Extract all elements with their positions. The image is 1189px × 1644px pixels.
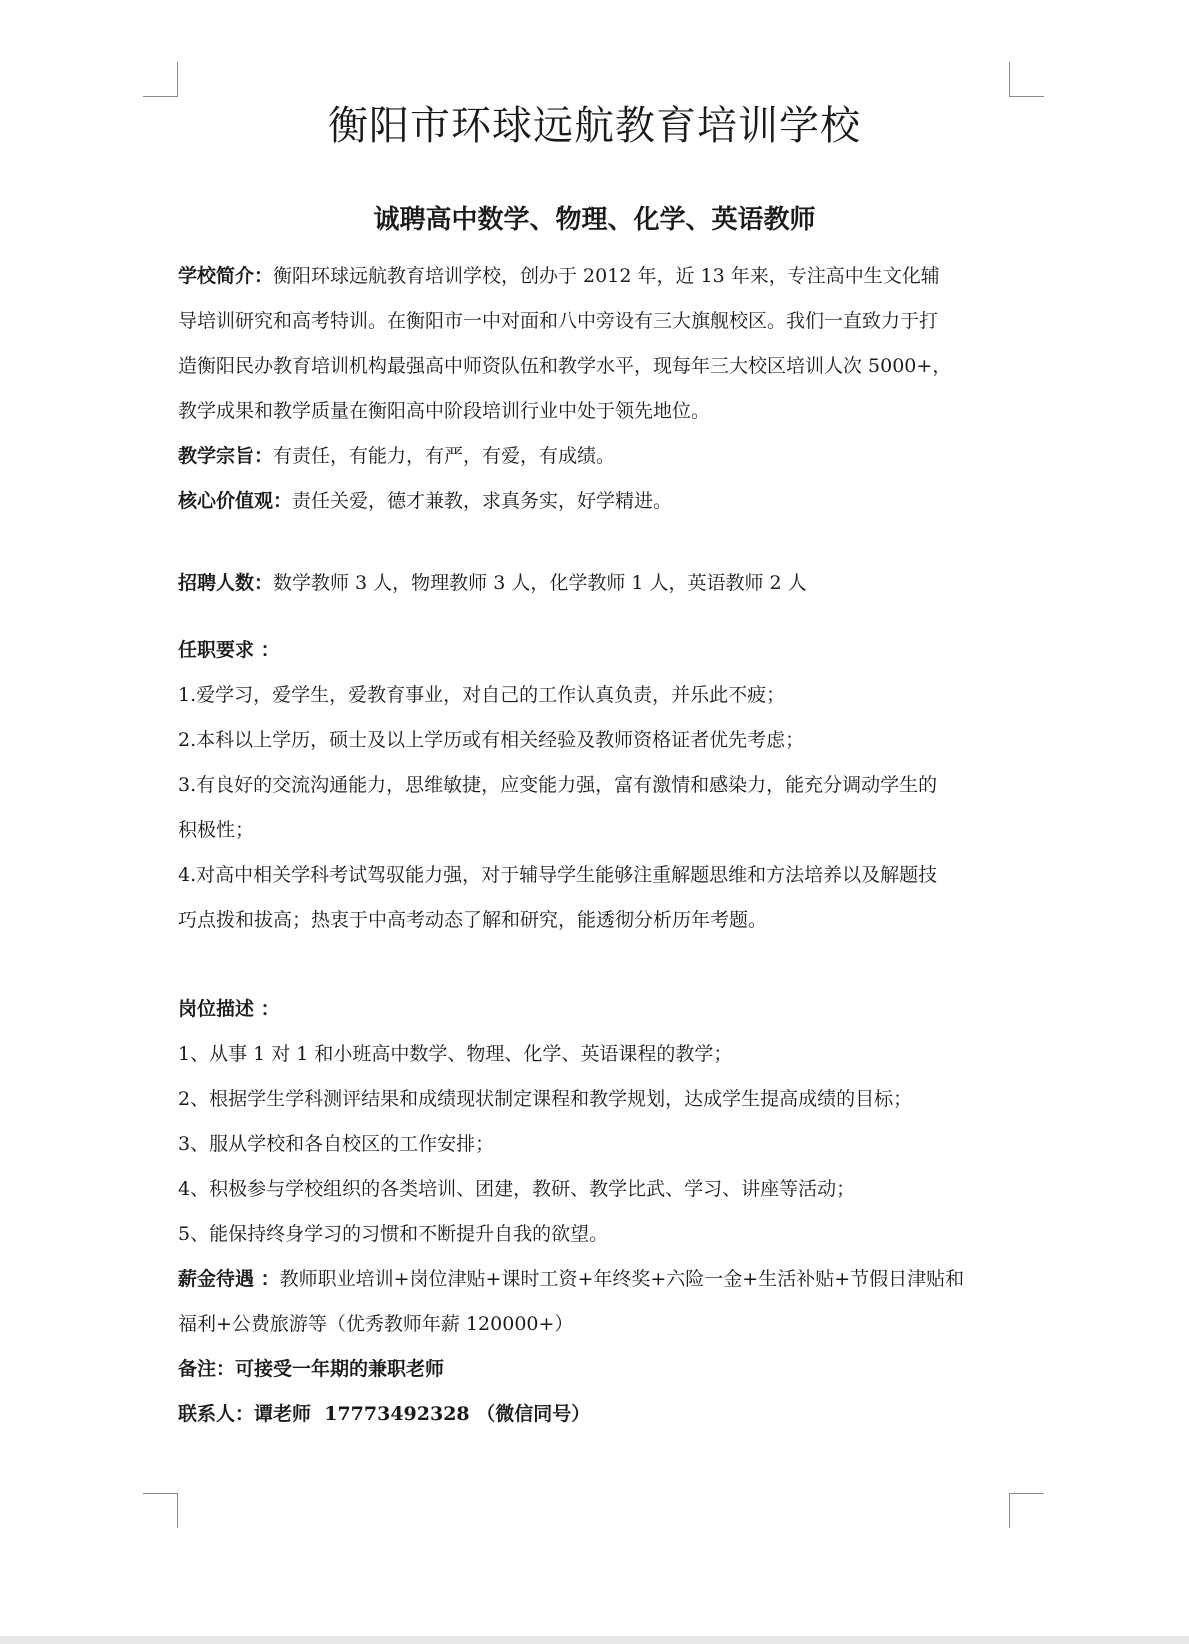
requirement-item-2: 2.本科以上学历，硕士及以上学历或有相关经验及教师资格证者优先考虑； [178,729,805,751]
motto-text: 有责任，有能力，有严，有爱，有成绩。 [273,445,616,467]
requirement-item-1: 1.爱学习，爱学生，爱教育事业，对自己的工作认真负责，并乐此不疲； [178,684,786,706]
requirement-item-4: 4.对高中相关学科考试驾驭能力强，对于辅导学生能够注重解题思维和方法培养以及解题技 [178,864,938,886]
contact-line: 联系人：谭老师 17773492328 （微信同号） [178,1403,591,1425]
recruit-text: 数学教师 3 人，物理教师 3 人，化学教师 1 人，英语教师 2 人 [273,572,807,594]
duties-heading: 岗位描述 ： [178,998,280,1020]
salary-line-2: 福利+公费旅游等（优秀教师年薪 120000+） [178,1313,574,1335]
requirement-item-4-cont: 巧点拨和拔高；热衷于中高考动态了解和研究，能透彻分析历年考题。 [178,909,768,931]
page-title: 衡阳市环球远航教育培训学校 [328,103,861,149]
salary-label: 薪金待遇 ： [178,1268,280,1290]
salary-line-1 [178,1264,1018,1294]
corner-mark-bottom-right [1009,1493,1044,1528]
duty-item-4: 4、积极参与学校组织的各类培训、团建，教研、教学比武、学习、讲座等活动； [178,1178,856,1200]
values-text: 责任关爱，德才兼教，求真务实，好学精进。 [292,490,673,512]
corner-mark-top-left [143,62,178,97]
duty-item-5: 5、能保持终身学习的习惯和不断提升自我的欲望。 [178,1223,609,1245]
intro-line-4: 教学成果和教学质量在衡阳高中阶段培训行业中处于领先地位。 [178,400,711,422]
intro-label: 学校简介： [178,265,274,287]
motto-label: 教学宗旨： [178,445,274,467]
intro-line-3: 造衡阳民办教育培训机构最强高中师资队伍和教学水平，现每年三大校区培训人次 5000+， [178,355,952,377]
values-label: 核心价值观： [178,490,293,512]
page-bottom-edge [0,1636,1189,1644]
corner-mark-top-right [1009,62,1044,97]
corner-mark-bottom-left [143,1493,178,1528]
page-subtitle: 诚聘高中数学、物理、化学、英语教师 [373,205,816,235]
duty-item-1: 1、从事 1 对 1 和小班高中数学、物理、化学、英语课程的教学； [178,1043,733,1065]
intro-text-1: 衡阳环球远航教育培训学校，创办于 2012 年，近 13 年来，专注高中生文化辅 [273,265,940,287]
values-line [178,486,1018,516]
requirement-item-3: 3.有良好的交流沟通能力，思维敏捷，应变能力强，富有激情和感染力，能充分调动学生的 [178,774,938,796]
intro-line-1 [178,261,1018,291]
requirements-heading: 任职要求 ： [178,639,280,661]
recruit-line [178,568,1018,598]
requirement-item-3-cont: 积极性； [178,819,255,841]
motto-line [178,441,1018,471]
recruit-label: 招聘人数： [178,572,274,594]
intro-line-2: 导培训研究和高考特训。在衡阳市一中对面和八中旁设有三大旗舰校区。我们一直致力于打 [178,310,939,332]
duty-item-3: 3、服从学校和各自校区的工作安排； [178,1133,495,1155]
note-line: 备注：可接受一年期的兼职老师 [178,1358,445,1380]
salary-text-1: 教师职业培训+岗位津贴+课时工资+年终奖+六险一金+生活补贴+节假日津贴和 [279,1268,965,1290]
duty-item-2: 2、根据学生学科测评结果和成绩现状制定课程和教学规划，达成学生提高成绩的目标； [178,1088,913,1110]
